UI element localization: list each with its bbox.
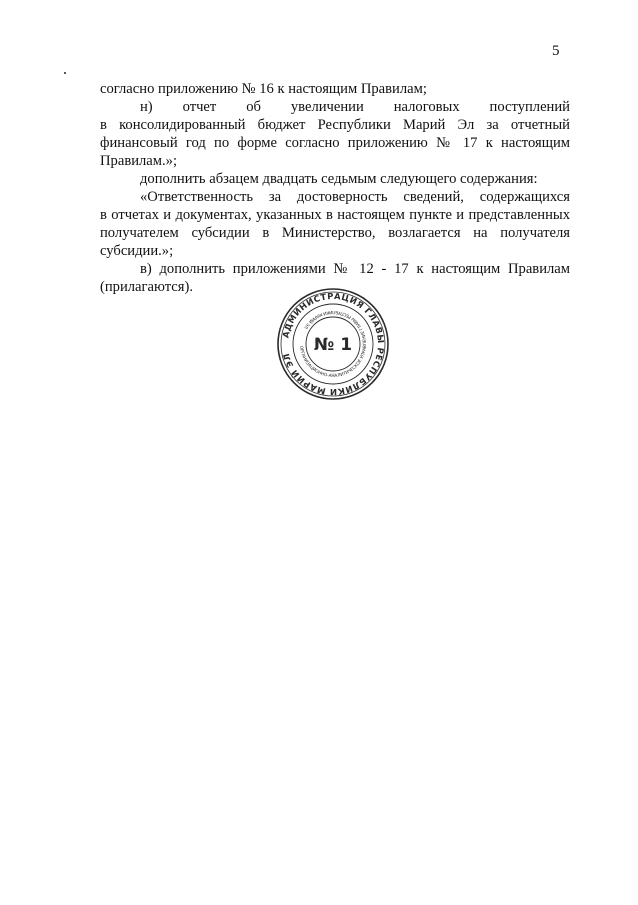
- text-line: в) дополнить приложениями № 12 - 17 к настоящим Правилам: [140, 261, 570, 277]
- scan-dot: [64, 72, 66, 74]
- paragraph: [100, 170, 570, 188]
- text-line: финансовый год по форме согласно приложению № 17 к настоящим: [100, 135, 570, 151]
- text-line: в консолидированный бюджет Республики Марий Эл за отчетный: [100, 117, 570, 133]
- text-line: субсидии.»;: [100, 243, 174, 259]
- paragraph: [100, 98, 570, 170]
- page-number: 5: [552, 43, 560, 59]
- text-line: Правилам.»;: [100, 153, 178, 169]
- paragraph: [100, 188, 570, 260]
- text-line: получателем субсидии в Министерство, возлагается на получателя: [100, 225, 570, 241]
- document-body: [100, 80, 570, 296]
- seal-outer-text: АДМИНИСТРАЦИЯ ГЛАВЫ РЕСПУБЛИКИ МАРИЙ ЭЛ: [280, 290, 387, 398]
- seal-inner-text: ОРГАНИЗАЦИОННО-АНАЛИТИЧЕСКОЕ УПРАВЛЕНИЕ ГЛАВЫ РЕСПУБЛИКИ МАРИЙ ЭЛ: [298, 308, 369, 380]
- text-line: согласно приложению № 16 к настоящим Правилам;: [100, 81, 427, 97]
- official-seal: [276, 287, 390, 401]
- text-line: в отчетах и документах, указанных в настоящем пункте и представленных: [100, 207, 570, 223]
- text-line: «Ответственность за достоверность сведений, содержащихся: [140, 189, 570, 205]
- text-line: дополнить абзацем двадцать седьмым следующего содержания:: [140, 171, 538, 187]
- seal-center-text: № 1: [313, 335, 353, 355]
- paragraph: [100, 80, 570, 98]
- text-line: н) отчет об увеличении налоговых поступлений: [140, 99, 570, 115]
- text-line: (прилагаются).: [100, 279, 193, 295]
- official-seal-graphic: [276, 287, 390, 401]
